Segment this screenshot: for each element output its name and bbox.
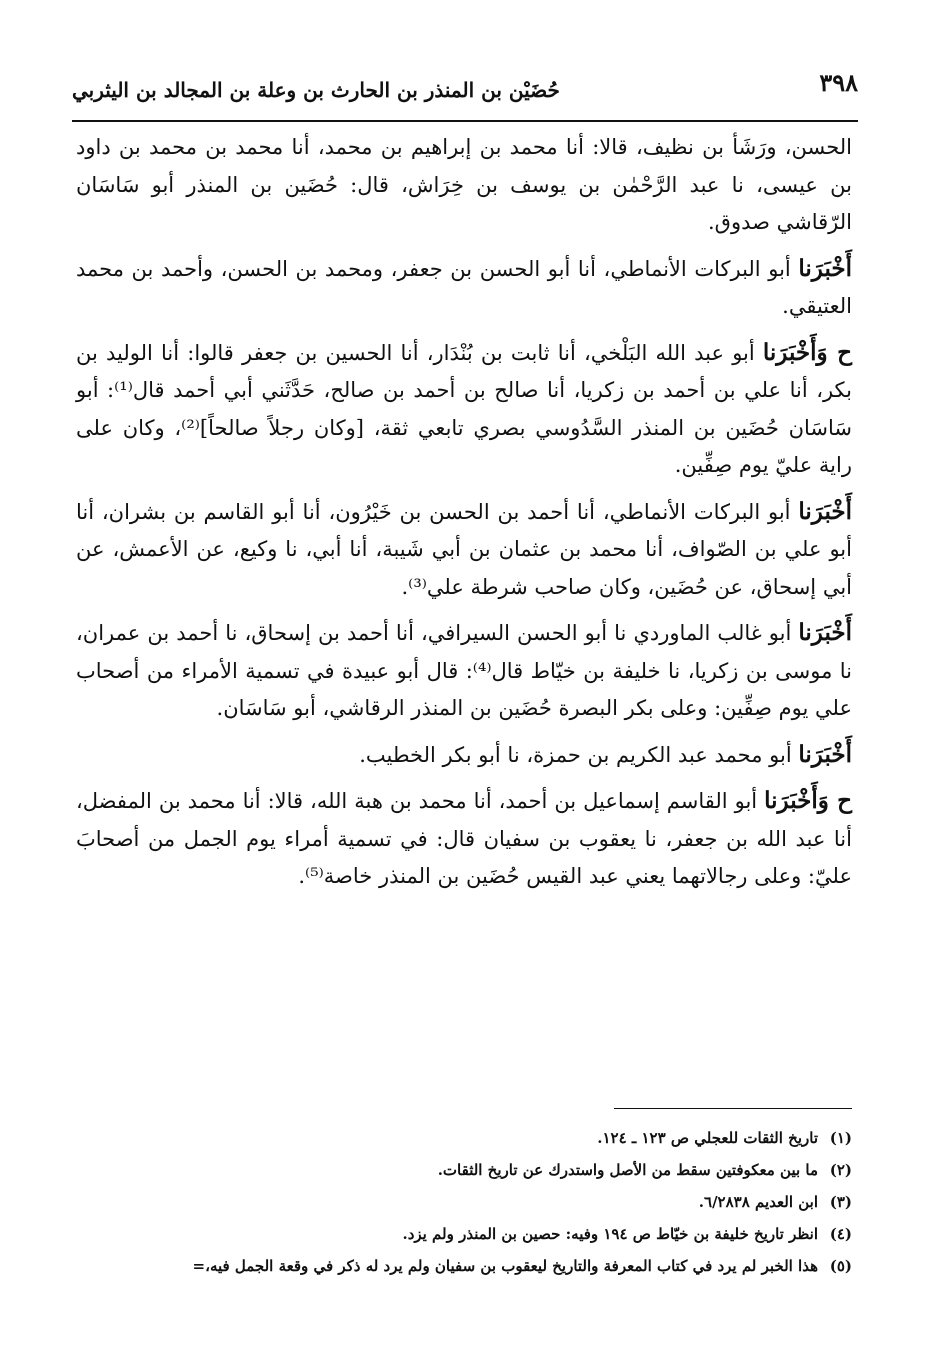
footnote-number: (١) bbox=[829, 1129, 852, 1147]
paragraph-lead: أَخْبَرَنا bbox=[798, 619, 852, 646]
paragraph-text: الحسن، ورَشَأ بن نظيف، قالا: أنا محمد بن إبراهيم بن محمد، أنا محمد بن محمد بن داود بن عيسى، نا عبد الرَّحْمٰن بن يوسف بن خِرَاش، قال: حُضَين بن المنذر أبو سَاسَان الرّقاشي صدوق. bbox=[76, 135, 852, 234]
paragraph-text: أبو غالب الماوردي نا أبو الحسن السيرافي، أنا أحمد بن إسحاق، نا أحمد بن عمران، نا موسى بن زكريا، نا خليفة بن خيّاط قال⁽⁴⁾: قال أبو عبيدة في تسمية الأمراء من أصحاب علي يوم صِفِّين: وعلى بكر البصرة حُضَين بن المنذر الرقاشي، أبو سَاسَان. bbox=[76, 621, 852, 720]
footnote-text: هذا الخبر لم يرد في كتاب المعرفة والتاريخ ليعقوب بن سفيان ولم يرد له ذكر في وقعة الجمل فيه،= bbox=[192, 1257, 818, 1275]
paragraph bbox=[76, 493, 852, 607]
header-divider bbox=[72, 120, 858, 122]
paragraph-lead: أَخْبَرَنا bbox=[798, 254, 852, 282]
footnote bbox=[80, 1122, 852, 1154]
paragraph-text: أبو البركات الأنماطي، أنا أبو الحسن بن جعفر، ومحمد بن الحسن، وأحمد بن محمد العتيقي. bbox=[76, 256, 852, 318]
paragraph bbox=[76, 736, 852, 775]
paragraph-lead: ح وَأَخْبَرَنا bbox=[764, 787, 852, 814]
footnote bbox=[80, 1186, 852, 1218]
paragraph-text: أبو البركات الأنماطي، أنا أحمد بن الحسن بن خَيْرُون، أنا أبو القاسم بن بشران، أنا أبو علي بن الصّواف، أنا محمد بن عثمان بن أبي شَيبة، أنا أبي، نا وكيع، عن الأعمش، عن أبي إسحاق، عن حُضَين، وكان صاحب شرطة علي⁽³⁾. bbox=[76, 499, 852, 599]
paragraph-lead: أَخْبَرَنا bbox=[798, 497, 852, 525]
footnote-text: انظر تاريخ خليفة بن خيّاط ص ١٩٤ وفيه: حصين بن المنذر ولم يزد. bbox=[402, 1225, 818, 1243]
paragraph bbox=[76, 128, 852, 242]
footnote bbox=[80, 1218, 852, 1250]
page-number: ٣٩٨ bbox=[819, 68, 858, 97]
footnote-number: (٥) bbox=[829, 1257, 852, 1275]
paragraph bbox=[76, 614, 852, 728]
footnote-text: ما بين معكوفتين سقط من الأصل واستدرك عن تاريخ الثقات. bbox=[437, 1161, 818, 1179]
page-header bbox=[72, 68, 858, 114]
footnote-text: تاريخ الثقات للعجلي ص ١٢٣ ـ ١٢٤. bbox=[597, 1129, 818, 1147]
footnote-number: (٢) bbox=[829, 1161, 852, 1179]
running-title: حُضَيْن بن المنذر بن الحارث بن وعلة بن المجالد بن اليثربي bbox=[72, 78, 560, 102]
paragraph-lead: ح وَأَخْبَرَنا bbox=[762, 338, 852, 366]
paragraph bbox=[76, 334, 852, 485]
footnote bbox=[80, 1250, 852, 1282]
paragraph bbox=[76, 250, 852, 326]
footnote-divider bbox=[614, 1108, 852, 1109]
paragraph-lead: أَخْبَرَنا bbox=[798, 740, 852, 768]
footnote-text: ابن العديم ٦/٢٨٣٨. bbox=[698, 1193, 818, 1211]
main-text bbox=[76, 128, 852, 904]
paragraph bbox=[76, 782, 852, 896]
paragraph-text: أبو محمد عبد الكريم بن حمزة، نا أبو بكر الخطيب. bbox=[359, 742, 792, 767]
footnote bbox=[80, 1154, 852, 1186]
footnote-number: (٤) bbox=[829, 1225, 852, 1243]
paragraph-text: أبو القاسم إسماعيل بن أحمد، أنا محمد بن هبة الله، قالا: أنا محمد بن المفضل، أنا عبد الله بن جعفر، نا يعقوب بن سفيان قال: في تسمية أمراء يوم الجمل من أصحابَ عليّ: وعلى رجالاتهما يعني عبد القيس حُضَين بن المنذر خاصة⁽⁵⁾. bbox=[76, 789, 852, 888]
paragraph-text: أبو عبد الله البَلْخي، أنا ثابت بن بُنْدَار، أنا الحسين بن جعفر قالوا: أنا الوليد بن بكر، أنا علي بن أحمد بن زكريا، أنا صالح بن أحمد بن صالح، حَدَّثَني أبي أحمد قال⁽¹⁾: أبو سَاسَان حُضَين بن المنذر السَّدُوسي بصري تابعي ثقة، [وكان رجلاً صالحاً]⁽²⁾، وكان على راية عليّ يوم صِفِّين. bbox=[76, 340, 852, 477]
footnotes bbox=[80, 1122, 852, 1282]
footnote-number: (٣) bbox=[829, 1193, 852, 1211]
